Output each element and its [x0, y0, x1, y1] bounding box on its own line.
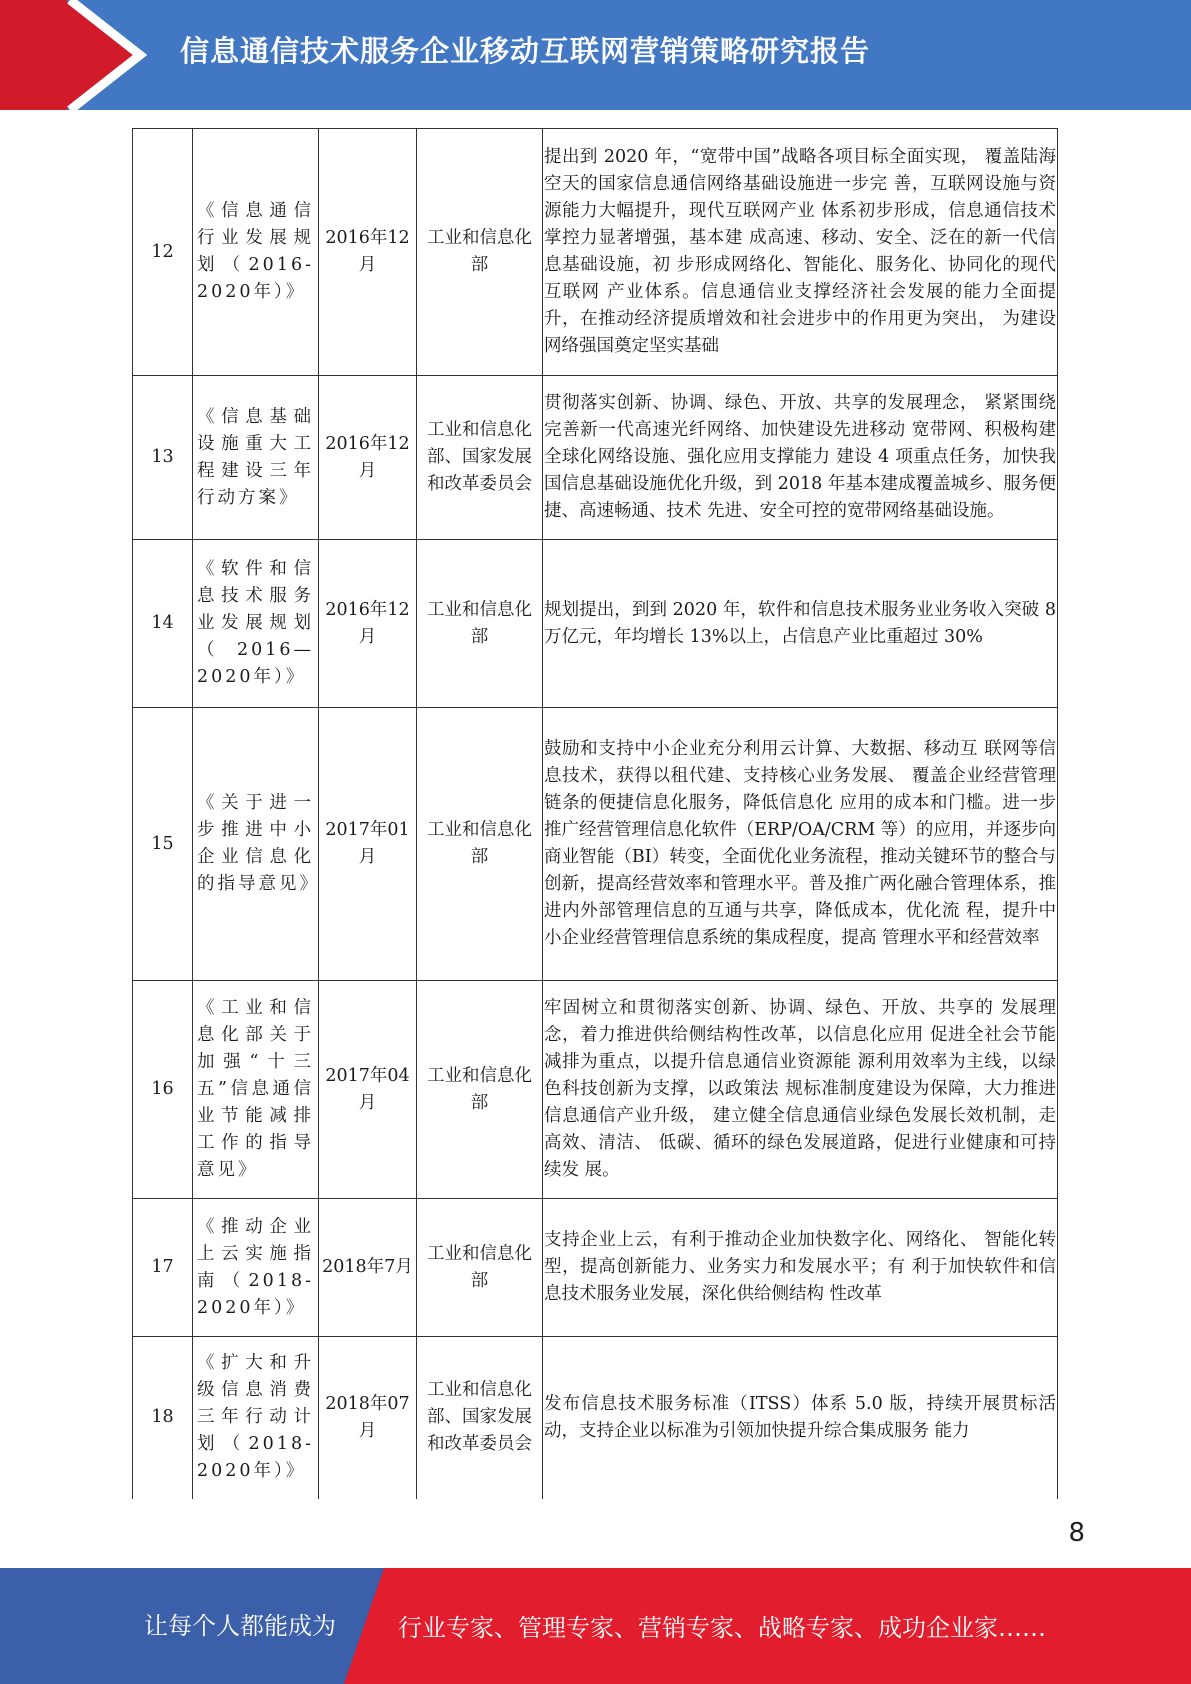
- issuing-department: 工业和信息化部、国家发展和改革委员会: [417, 1337, 543, 1499]
- issuing-department: 工业和信息化部: [417, 981, 543, 1199]
- policy-table: [132, 128, 1058, 1499]
- table-row: [133, 981, 1058, 1199]
- issuing-department: 工业和信息化部: [417, 1199, 543, 1337]
- table-row: [133, 1337, 1058, 1499]
- policy-name: 《关于进一步推进中小企业信息化的指导意见》: [193, 708, 319, 981]
- policy-content: 鼓励和支持中小企业充分利用云计算、大数据、移动互 联网等信息技术，获得以租代建、支持核心业务发展、 覆盖企业经营管理链条的便捷信息化服务，降低信息化 应用的成本和门槛。进一步推广经营管理信息化软件（ERP/OA/CRM 等）的应用，并逐步向商业智能（BI）转变，全面优化业务流程，推动关键环节的整合与创新，提高经营效率和管理水平。普及推广两化融合管理体系，推进内外部管理信息的互通与共享，降低成本，优化流 程，提升中小企业经营管理信息系统的集成程度，提高 管理水平和经营效率: [543, 708, 1058, 981]
- issuing-department: 工业和信息化部: [417, 540, 543, 708]
- page-number: 8: [1068, 1518, 1085, 1548]
- policy-name: 《工业和信息化部关于加强“十三五”信息通信业节能减排工作的指导意见》: [193, 981, 319, 1199]
- issue-date: 2016年12月: [319, 129, 417, 376]
- report-title: 信息通信技术服务企业移动互联网营销策略研究报告: [180, 34, 871, 68]
- row-number: 12: [133, 129, 193, 376]
- issue-date: 2016年12月: [319, 540, 417, 708]
- row-number: 13: [133, 376, 193, 540]
- row-number: 15: [133, 708, 193, 981]
- policy-content: 支持企业上云，有利于推动企业加快数字化、网络化、 智能化转型，提高创新能力、业务实力和发展水平；有 利于加快软件和信息技术服务业发展，深化供给侧结构 性改革: [543, 1199, 1058, 1337]
- footer-slogan-lead: 让每个人都能成为: [144, 1612, 336, 1640]
- table-row: [133, 708, 1058, 981]
- issue-date: 2017年01月: [319, 708, 417, 981]
- policy-content: 牢固树立和贯彻落实创新、协调、绿色、开放、共享的 发展理念，着力推进供给侧结构性改革，以信息化应用 促进全社会节能减排为重点，以提升信息通信业资源能 源利用效率为主线，以绿色科技创新为支撑，以政策法 规标准制度建设为保障，大力推进信息通信产业升级， 建立健全信息通信业绿色发展长效机制，走高效、清洁、 低碳、循环的绿色发展道路，促进行业健康和可持续发 展。: [543, 981, 1058, 1199]
- header-chevron-decoration: [66, 0, 158, 110]
- policy-name: 《信息通信行业发展规划（2016-2020年）》: [193, 129, 319, 376]
- header-red-block: [0, 0, 66, 110]
- issue-date: 2017年04月: [319, 981, 417, 1199]
- policy-content: 提出到 2020 年，“宽带中国”战略各项目标全面实现， 覆盖陆海空天的国家信息通信网络基础设施进一步完 善，互联网设施与资源能力大幅提升，现代互联网产业 体系初步形成，信息通信技术掌控力显著增强，基本建 成高速、移动、安全、泛在的新一代信息基础设施，初 步形成网络化、智能化、服务化、协同化的现代互联网 产业体系。信息通信业支撑经济社会发展的能力全面提 升，在推动经济提质增效和社会进步中的作用更为突出， 为建设网络强国奠定坚实基础: [543, 129, 1058, 376]
- issuing-department: 工业和信息化部: [417, 708, 543, 981]
- policy-name: 《软件和信息技术服务业发展规划（2016—2020年）》: [193, 540, 319, 708]
- row-number: 14: [133, 540, 193, 708]
- issue-date: 2018年7月: [319, 1199, 417, 1337]
- issue-date: 2016年12月: [319, 376, 417, 540]
- table-row: [133, 376, 1058, 540]
- policy-name: 《推动企业上云实施指南（2018-2020年）》: [193, 1199, 319, 1337]
- policy-name: 《扩大和升级信息消费三年行动计划（2018-2020年）》: [193, 1337, 319, 1499]
- policy-content: 规划提出，到到 2020 年，软件和信息技术服务业业务收入突破 8 万亿元，年均增长 13%以上，占信息产业比重超过 30%: [543, 540, 1058, 708]
- row-number: 18: [133, 1337, 193, 1499]
- row-number: 16: [133, 981, 193, 1199]
- issue-date: 2018年07月: [319, 1337, 417, 1499]
- row-number: 17: [133, 1199, 193, 1337]
- policy-content: 贯彻落实创新、协调、绿色、开放、共享的发展理念， 紧紧围绕完善新一代高速光纤网络、加快建设先进移动 宽带网、积极构建全球化网络设施、强化应用支撑能力 建设 4 项重点任务，加快我国信息基础设施优化升级，到 2018 年基本建成覆盖城乡、服务便捷、高速畅通、技术 先进、安全可控的宽带网络基础设施。: [543, 376, 1058, 540]
- table-row: [133, 540, 1058, 708]
- page-header: [0, 0, 1191, 110]
- footer-slogan-list: 行业专家、管理专家、营销专家、战略专家、成功企业家……: [398, 1614, 1046, 1642]
- issuing-department: 工业和信息化部、国家发展和改革委员会: [417, 376, 543, 540]
- policy-content: 发布信息技术服务标准（ITSS）体系 5.0 版，持续开展贯标活动，支持企业以标准为引领加快提升综合集成服务 能力: [543, 1337, 1058, 1499]
- issuing-department: 工业和信息化部: [417, 129, 543, 376]
- page-footer: [0, 1568, 1191, 1684]
- table-row: [133, 1199, 1058, 1337]
- policy-name: 《信息基础设施重大工程建设三年行动方案》: [193, 376, 319, 540]
- table-row: [133, 129, 1058, 376]
